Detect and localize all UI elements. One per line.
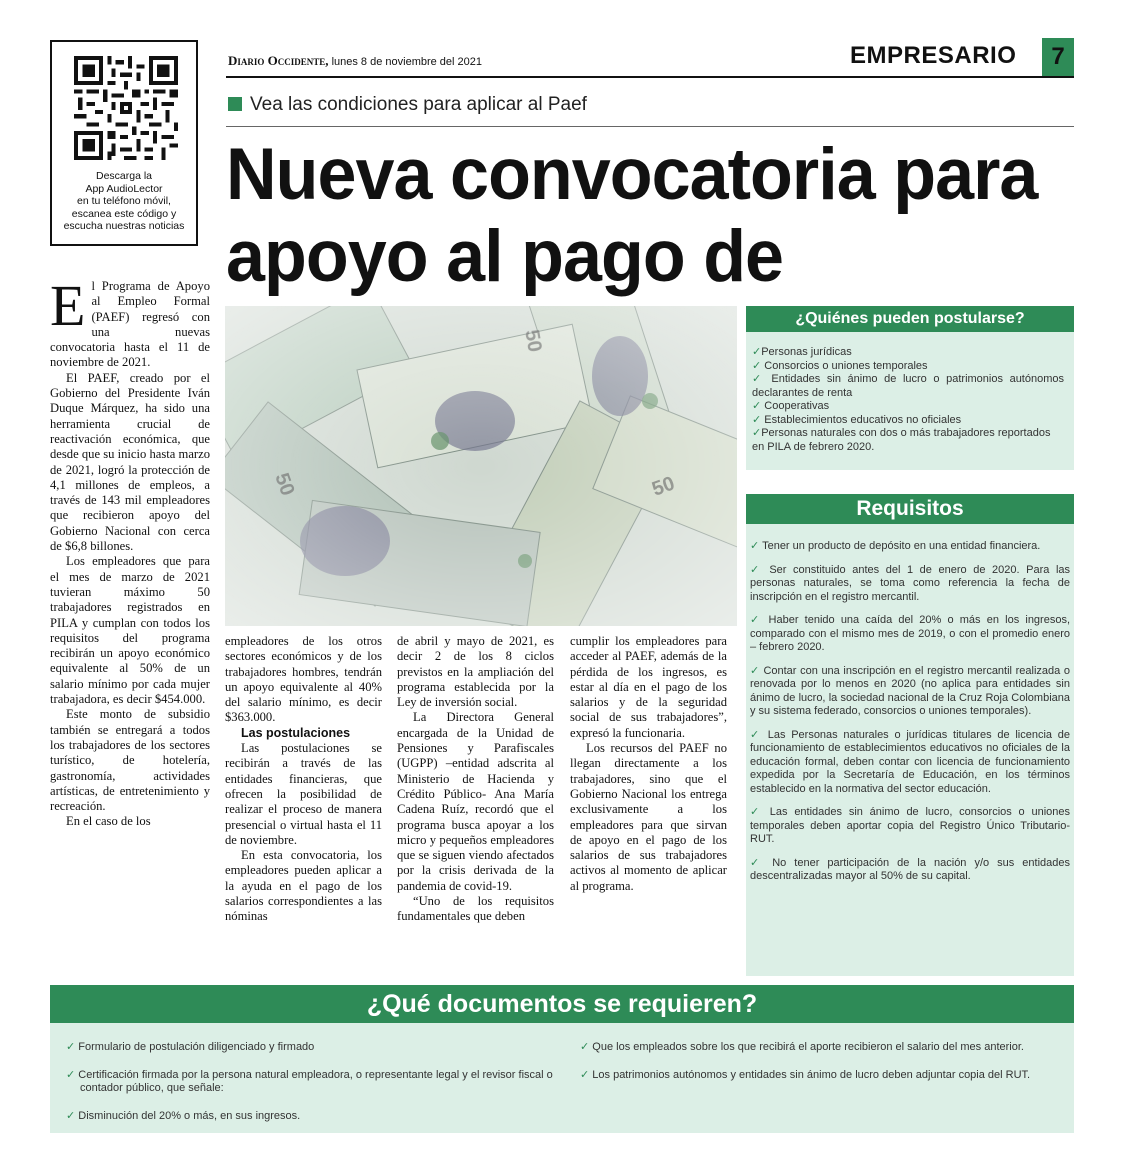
paragraph: de abril y mayo de 2021, es decir 2 de los 8 ciclos previstos en la ampliación del programa establecida por la Ley de inversión social. bbox=[397, 634, 554, 710]
drop-cap: E bbox=[50, 273, 86, 338]
paragraph: La Directora General encargada de la Unidad de Pensiones y Parafiscales (UGPP) –entidad adscrita al Ministerio de Hacienda y Crédito Público- Ana María Cadena Ruíz, recordó que el programa busca apoyar a los micro y pequeños empleadores que se siguen viendo afectados por la crisis derivada de la pandemia de covid-19. bbox=[397, 710, 554, 893]
masthead bbox=[228, 53, 482, 69]
article-column-3 bbox=[397, 634, 554, 925]
check-icon: ✓ bbox=[752, 346, 762, 358]
list-item: ✓ Las entidades sin ánimo de lucro, consorcios o uniones temporales deben aportar copia del Registro Único Tributario- RUT. bbox=[750, 806, 1071, 845]
list-item: ✓ Que los empleados sobre los que recibirá el aporte recibieron el salario del mes anterior. bbox=[580, 1041, 1024, 1053]
list-item: ✓ Disminución del 20% o más, en sus ingresos. bbox=[66, 1109, 301, 1122]
paragraph: l Programa de Apoyo al Empleo Formal (PAEF) regresó con una nuevas convocatoria hasta el 11 de noviembre de 2021. bbox=[50, 279, 210, 370]
check-icon: ✓ bbox=[580, 1068, 590, 1081]
paragraph: cumplir los empleadores para acceder al PAEF, además de la pérdida de los ingresos, es estar al día en el pago de los salarios y de la seguridad social de sus trabajadores”, expresó la funcionaria. bbox=[570, 634, 727, 740]
article-column-2 bbox=[225, 634, 382, 925]
kicker-square-icon bbox=[228, 97, 242, 111]
paragraph: Los empleadores que para el mes de marzo de 2021 tuvieran máximo 50 trabajadores registrados en PILA y cumplan con todos los requisitos del programa recibirán un apoyo económico equivalente al 50% de un salario mínimo por cada mujer trabajadora, es decir $454.000. bbox=[50, 554, 210, 707]
check-icon: ✓ bbox=[752, 373, 765, 385]
who-panel-title: ¿Quiénes pueden postularse? bbox=[746, 306, 1074, 332]
headline-line-1: Nueva convocatoria para bbox=[226, 134, 1038, 215]
list-item: ✓ Formulario de postulación diligenciado y firmado bbox=[66, 1041, 315, 1053]
paragraph: En esta convocatoria, los empleadores pueden aplicar a la ayuda en el pago de los salarios correspondientes a las nóminas bbox=[225, 848, 382, 924]
list-item: ✓ Tener un producto de depósito en una entidad financiera. bbox=[750, 540, 1041, 552]
article-column-1 bbox=[50, 273, 210, 830]
check-icon: ✓ bbox=[66, 1109, 76, 1122]
list-item: ✓ Certificación firmada por la persona natural empleadora, o representante legal y el revisor fiscal o contador público, que señale: bbox=[66, 1068, 553, 1094]
audiolector-promo-box bbox=[50, 40, 198, 246]
list-item: ✓ Contar con una inscripción en el registro mercantil realizada o renovada por lo menos en 2020 (no aplica para entidades sin ánimo de lucro, la sociedad nacional de la Cruz Roja Colombiana y su sistema federado, consorcios o uniones temporales). bbox=[750, 664, 1071, 717]
check-icon: ✓ bbox=[752, 400, 762, 412]
check-icon: ✓ bbox=[750, 614, 763, 626]
check-icon: ✓ bbox=[750, 563, 763, 576]
requirements-title: Requisitos bbox=[746, 494, 1074, 524]
section-name: EMPRESARIO bbox=[850, 42, 1017, 69]
check-icon: ✓ bbox=[750, 540, 760, 552]
check-icon: ✓ bbox=[750, 728, 762, 741]
documents-left-list bbox=[66, 1041, 566, 1123]
check-icon: ✓ bbox=[750, 664, 760, 677]
who-panel bbox=[746, 332, 1074, 470]
documents-right-list bbox=[580, 1041, 1068, 1082]
article-column-4 bbox=[570, 634, 727, 894]
check-icon: ✓ bbox=[66, 1068, 76, 1081]
check-icon: ✓ bbox=[752, 427, 762, 439]
kicker-rule bbox=[226, 126, 1074, 127]
check-icon: ✓ bbox=[580, 1041, 590, 1053]
list-item: ✓ Cooperativas bbox=[752, 400, 830, 412]
list-item: ✓ Las Personas naturales o jurídicas titulares de licencia de funcionamiento de establecimientos educativos no oficiales de la educación formal, deben contar con licencia de funcionamiento expedida por la Secretaría de Educación, en los términos establecido en la normativa del sector educación. bbox=[750, 728, 1071, 795]
check-icon: ✓ bbox=[750, 806, 763, 818]
list-item: ✓ No tener participación de la nación y/o sus entidades descentralizadas mayor al 50% de su capital. bbox=[750, 856, 1070, 882]
paragraph: “Uno de los requisitos fundamentales que deben bbox=[397, 894, 554, 924]
list-item: ✓Personas jurídicas bbox=[752, 346, 852, 358]
paragraph: Las postulaciones se recibirán a través de las entidades financieras, que ofrecen la posibilidad de realizar el proceso de manera presencial o virtual hasta el 11 de noviembre. bbox=[225, 741, 382, 847]
list-item: ✓ Consorcios o uniones temporales bbox=[752, 359, 928, 372]
check-icon: ✓ bbox=[66, 1041, 76, 1053]
subhead-postulaciones: Las postulaciones bbox=[241, 725, 351, 740]
newspaper-name: Diario Occidente, bbox=[228, 53, 329, 68]
qr-code-icon[interactable] bbox=[74, 56, 178, 160]
paragraph: El PAEF, creado por el Gobierno del Presidente Iván Duque Márquez, ha sido una herramienta crucial de reactivación económica, que desde que su inicio hasta marzo de 2021, logró la protección de 4,1 millones de empleos, a través de 143 mil empleadores que recibieron apoyo del Gobierno Nacional con cerca de $6,8 billones. bbox=[50, 370, 210, 554]
list-item: ✓ Haber tenido una caída del 20% o más en los ingresos, comparado con el mismo mes de 2019, o con el promedio enero – febrero 2020. bbox=[750, 614, 1071, 653]
paragraph: En el caso de los bbox=[66, 814, 151, 829]
list-item: ✓ Entidades sin ánimo de lucro o patrimonios autónomos declarantes de renta bbox=[752, 373, 1064, 399]
list-item: ✓ Establecimientos educativos no oficiales bbox=[752, 413, 962, 426]
check-icon: ✓ bbox=[752, 413, 762, 426]
page-number: 7 bbox=[1042, 38, 1074, 76]
list-item: ✓ Los patrimonios autónomos y entidades sin ánimo de lucro deben adjuntar copia del RUT. bbox=[580, 1068, 1031, 1081]
headline-line-2: apoyo al pago de bbox=[226, 216, 784, 297]
banknotes-photo bbox=[225, 306, 737, 626]
check-icon: ✓ bbox=[750, 856, 765, 869]
issue-date: lunes 8 de noviembre del 2021 bbox=[331, 56, 483, 68]
qr-caption: Descarga la App AudioLector en tu teléfono móvil, escanea este código y escucha nuestras noticias bbox=[63, 170, 185, 232]
header-rule bbox=[226, 76, 1074, 78]
documents-title: ¿Qué documentos se requieren? bbox=[50, 985, 1074, 1023]
list-item: ✓Personas naturales con dos o más trabajadores reportados en PILA de febrero 2020. bbox=[752, 427, 1051, 453]
check-icon: ✓ bbox=[752, 359, 762, 372]
paragraph: empleadores de los otros sectores económicos y de los trabajadores hombres, tendrán un apoyo equivalente al 40% del salario mínimo, es decir $363.000. bbox=[225, 634, 382, 725]
paragraph: Los recursos del PAEF no llegan directamente a los trabajadores, sino que el Gobierno Nacional los entrega exclusivamente a los empleadores para que sirvan de apoyo en el pago de los salarios de sus trabajadores activos al momento de aplicar al programa. bbox=[570, 741, 727, 893]
kicker: Vea las condiciones para aplicar al Paef bbox=[250, 94, 587, 115]
documents-panel bbox=[50, 1023, 1074, 1133]
list-item: ✓ Ser constituido antes del 1 de enero de 2020. Para las personas naturales, se toma como referencia la fecha de inscripción en el registro mercantil. bbox=[750, 563, 1071, 603]
paragraph: Este monto de subsidio también se entregará a todos los trabajadores de los sectores turístico, de hotelería, gastronomía, actividades artísticas, de entretenimiento y recreación. bbox=[50, 707, 210, 814]
requirements-panel bbox=[746, 524, 1074, 976]
